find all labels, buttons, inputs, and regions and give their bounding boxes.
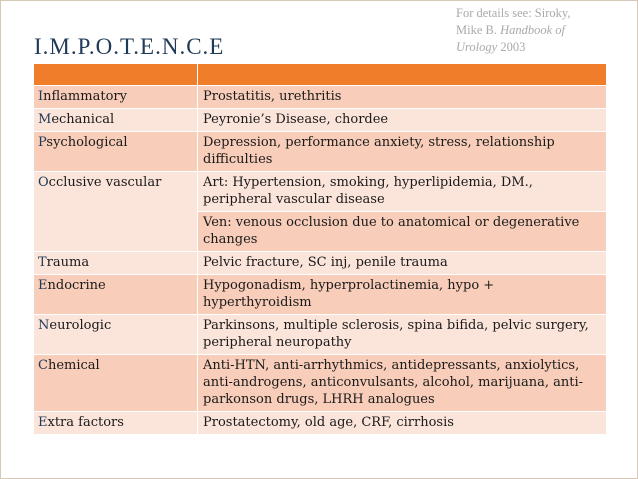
detail-cell-venous: Ven: venous occlusion due to anatomical or degenerative changes: [198, 212, 607, 252]
table-row: [34, 252, 607, 275]
slide-title: I.M.P.O.T.E.N.C.E: [34, 34, 225, 59]
table-row: [34, 275, 607, 315]
detail-cell: Hypogonadism, hyperprolactinemia, hypo + hyperthyroidism: [198, 275, 607, 315]
table-row: [34, 86, 607, 109]
cause-cell: Chemical: [34, 355, 198, 412]
detail-cell: Prostatitis, urethritis: [198, 86, 607, 109]
cause-cell: Trauma: [34, 252, 198, 275]
detail-cell: Anti-HTN, anti-arrhythmics, antidepressants, anxiolytics, anti-androgens, anticonvulsants, alcohol, marijuana, anti-parkonson drugs, LHRH analogues: [198, 355, 607, 412]
table-row: [34, 172, 607, 212]
cause-cell: Mechanical: [34, 109, 198, 132]
mnemonic-table: [33, 63, 607, 435]
detail-cell: Peyronie’s Disease, chordee: [198, 109, 607, 132]
note-line-1: For details see: Siroky,: [456, 6, 571, 20]
table-header-row: [34, 64, 607, 86]
note-line-3: Urology 2003: [456, 40, 526, 54]
cause-cell: Inflammatory: [34, 86, 198, 109]
cause-cell: Occlusive vascular: [34, 172, 198, 252]
note-line-2: Mike B. Handbook of: [456, 23, 566, 37]
header-cell-2: [198, 64, 607, 86]
cause-cell: Endocrine: [34, 275, 198, 315]
detail-cell: Parkinsons, multiple sclerosis, spina bifida, pelvic surgery, peripheral neuropathy: [198, 315, 607, 355]
detail-cell: Prostatectomy, old age, CRF, cirrhosis: [198, 412, 607, 435]
detail-cell: Depression, performance anxiety, stress, relationship difficulties: [198, 132, 607, 172]
table-row: [34, 109, 607, 132]
cause-cell: Extra factors: [34, 412, 198, 435]
detail-cell: Pelvic fracture, SC inj, penile trauma: [198, 252, 607, 275]
cause-cell: Neurologic: [34, 315, 198, 355]
table-row: [34, 412, 607, 435]
reference-note: [456, 5, 636, 56]
table-row: [34, 132, 607, 172]
detail-cell: Art: Hypertension, smoking, hyperlipidemia, DM., peripheral vascular disease: [198, 172, 607, 212]
table-row: [34, 315, 607, 355]
cause-cell: Psychological: [34, 132, 198, 172]
table-row: [34, 355, 607, 412]
header-cell-1: [34, 64, 198, 86]
